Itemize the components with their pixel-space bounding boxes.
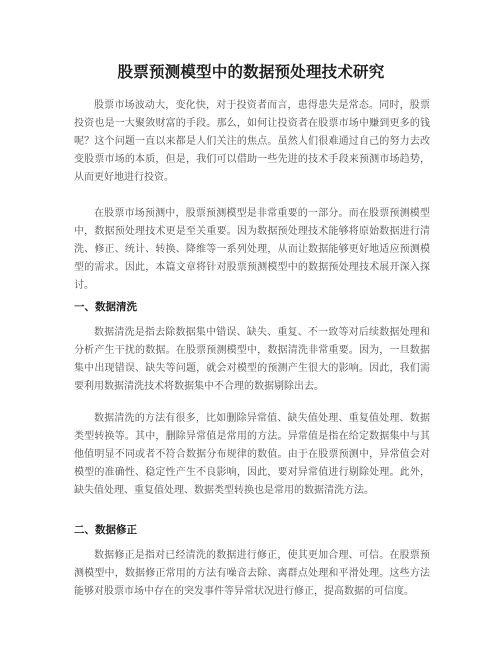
- section-1-paragraph-2: 数据清洗的方法有很多，比如删除异常值、缺失值处理、重复值处理、数据类型转换等。其中，删除异常值是常用的方法。异常值是指在给定数据集中与其他值明显不同或者不符合数据分布规律的数值。由于在股票预测中，异常值会对模型的准确性、稳定性产生不良影响，因此，要对异常值进行剔除处理。此外，缺失值处理、重复值处理、数据类型转换也是常用的数据清洗方法。: [74, 413, 430, 496]
- intro-paragraph-2: 在股票市场预测中，股票预测模型是非常重要的一部分。而在股票预测模型中，数据预处理技术更是至关重要。因为数据预处理技术能够将原始数据进行清洗、修正、统计、转换、降维等一系列处理，从而让数据能够更好地适应预测模型的需求。因此，本篇文章将针对股票预测模型中的数据预处理技术展开深入探讨。: [74, 208, 430, 291]
- document-title: 股票预测模型中的数据预处理技术研究: [117, 63, 385, 81]
- section-heading-data-correction: 二、数据修正: [74, 524, 137, 536]
- section-2-paragraph-1: 数据修正是指对已经清洗的数据进行修正，使其更加合理、可信。在股票预测模型中，数据修正常用的方法有噪音去除、离群点处理和平滑处理。这些方法能够对股票市场中存在的突发事件等异常状况进行修正，提高数据的可信度。: [74, 550, 430, 597]
- intro-paragraph-1: 股票市场波动大，变化快，对于投资者而言，患得患失是常态。同时，股票投资也是一大聚敛财富的手段。那么，如何让投资者在股票市场中赚到更多的钱呢？这个问题一直以来都是人们关注的焦点。虽然人们很难通过自己的努力去改变股票市场的本质，但是，我们可以借助一些先进的技术手段来预测市场趋势，从而更好地进行投资。: [74, 100, 430, 183]
- section-1-paragraph-1: 数据清洗是指去除数据集中错误、缺失、重复、不一致等对后续数据处理和分析产生干扰的数据。在股票预测模型中，数据清洗非常重要。因为，一旦数据集中出现错误、缺失等问题，就会对模型的预测产生很大的影响。因此，我们需要利用数据清洗技术将数据集中不合理的数据剔除出去。: [74, 327, 430, 392]
- section-heading-data-cleaning: 一、数据清洗: [74, 301, 137, 313]
